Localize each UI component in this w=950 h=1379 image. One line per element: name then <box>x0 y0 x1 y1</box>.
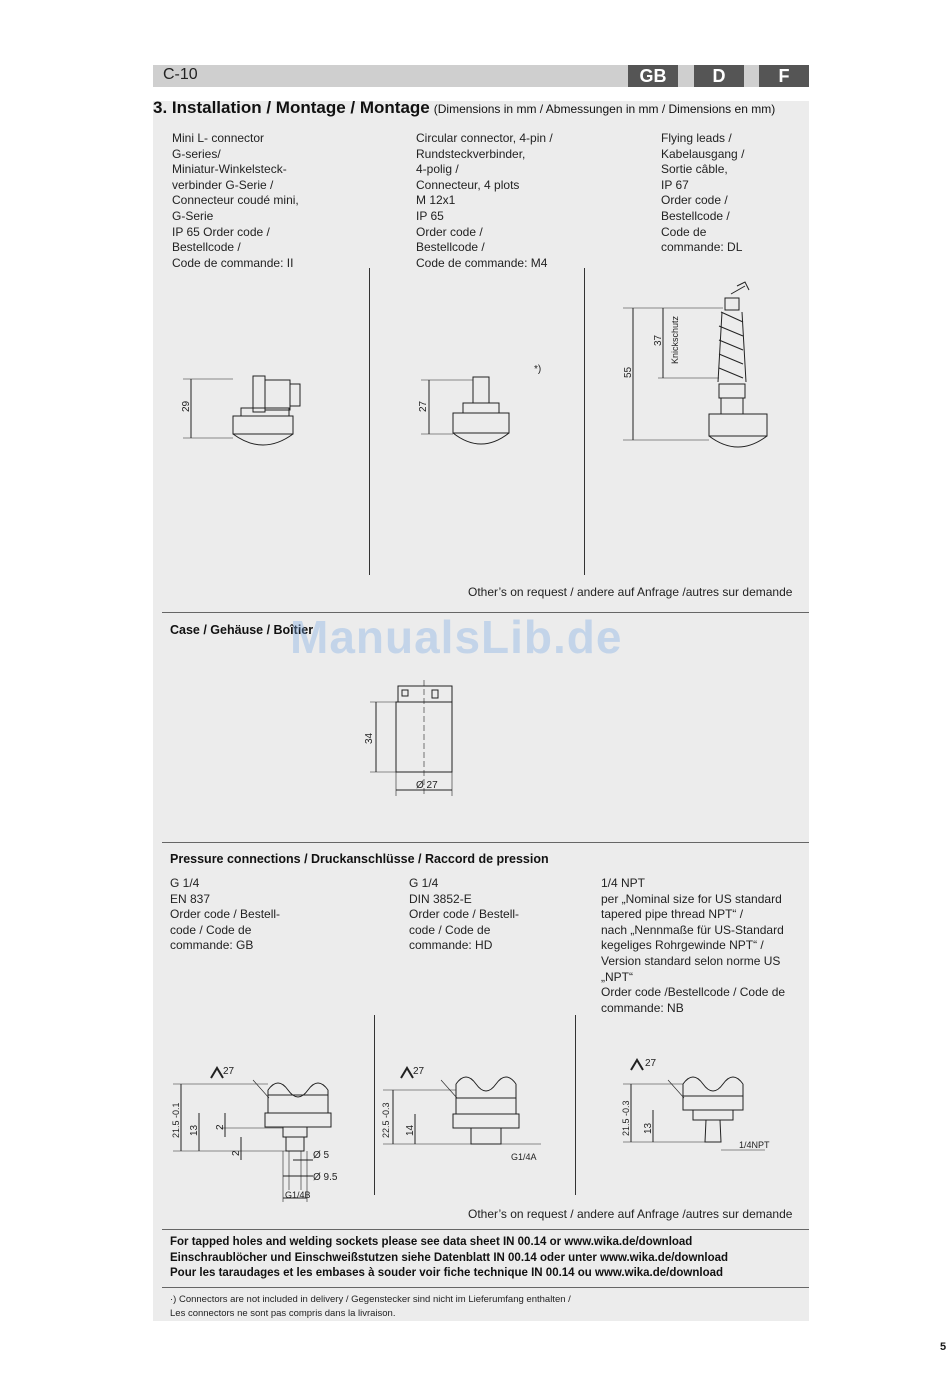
section-subtitle: (Dimensions in mm / Abmessungen in mm / Dimensions en mm) <box>433 102 776 116</box>
footnote: ·) Connectors are not included in delivery / Gegenstecker sind nicht im Lieferumfang enthalten / Les connectors ne sont pas compris dans la livraison. <box>170 1294 571 1319</box>
circular-connector-drawing <box>421 377 509 444</box>
pressure-col-nb: 1/4 NPT per „Nominal size for US standard tapered pipe thread NPT“ / nach „Nennmaße für US-Standard kegeliges Rohrgewinde NPT“ / Version standard selon norme US „NPT“ Order code /Bestellcode / Code de commande: NB <box>601 876 786 1015</box>
case-drawing <box>350 676 470 798</box>
page-number: 5 <box>940 1341 947 1353</box>
watermark: ManualsLib.de <box>290 611 623 663</box>
thread-label: G1/4B <box>285 1190 311 1200</box>
dim-label: 27 <box>418 400 429 412</box>
dim-label: 21.5 -0.3 <box>621 1100 631 1136</box>
section-divider <box>162 1229 809 1230</box>
lang-tab-d[interactable]: D <box>694 65 744 87</box>
nb-connection-drawing <box>623 1060 765 1150</box>
thread-label: 1/4NPT <box>739 1140 770 1150</box>
dim-label: 13 <box>643 1122 654 1134</box>
page-code: C-10 <box>163 66 198 83</box>
connector-col-m4: Circular connector, 4-pin / Rundsteckverbinder, 4-polig / Connecteur, 4 plots M 12x1 IP 65 Order code / Bestellcode / Code de commande: M4 <box>416 131 553 270</box>
pressure-title: Pressure connections / Druckanschlüsse / Raccord de pression <box>170 852 549 866</box>
others-on-request-note: Other’s on request / andere auf Anfrage /autres sur demande <box>468 585 793 599</box>
lang-tab-f[interactable]: F <box>759 65 809 87</box>
pressure-col-hd: G 1/4 DIN 3852-E Order code / Bestell- code / Code de commande: HD <box>409 876 520 953</box>
tapped-holes-note: For tapped holes and welding sockets please see data sheet IN 00.14 or www.wika.de/download Einschraublöcher und Einschweißstutzen siehe Datenblatt IN 00.14 oder unter www.wika.de/download Pour les taraudages et les embases à souder voir fiche technique IN 00.14 ou www.wika.de/download <box>170 1236 729 1280</box>
dim-label: 37 <box>653 334 664 346</box>
lang-tab-gb[interactable]: GB <box>628 65 678 87</box>
wrench-size-label: 27 <box>223 1066 235 1077</box>
dim-label: 29 <box>181 400 192 412</box>
section-divider <box>162 842 809 843</box>
dim-label: 22.5 -0.3 <box>381 1102 391 1138</box>
thread-label: G1/4A <box>511 1152 537 1162</box>
flying-leads-drawing <box>623 282 767 447</box>
connector-drawings <box>153 268 809 468</box>
dim-label: 21.5 -0.1 <box>171 1102 181 1138</box>
wrench-size-label: 27 <box>645 1058 657 1069</box>
section-title: 3. Installation / Montage / Montage (Dimensions in mm / Abmessungen in mm / Dimensions en mm) <box>153 98 776 117</box>
pressure-connection-drawings <box>153 1040 809 1210</box>
dim-label: 13 <box>189 1124 200 1136</box>
dim-label: 55 <box>623 366 634 378</box>
dim-label: Ø 5 <box>313 1150 330 1161</box>
dim-label: 2 <box>231 1150 242 1156</box>
case-title: Case / Gehäuse / Boîtier <box>170 623 314 637</box>
dim-label: Ø 9.5 <box>313 1172 338 1183</box>
mini-l-connector-drawing <box>183 376 300 445</box>
connector-col-dl: Flying leads / Kabelausgang / Sortie câble, IP 67 Order code / Bestellcode / Code de commande: DL <box>661 131 745 255</box>
others-on-request-note: Other’s on request / andere auf Anfrage /autres sur demande <box>468 1207 793 1221</box>
asterisk-note: *) <box>534 364 542 375</box>
connector-col-ii: Mini L- connector G-series/ Miniatur-Winkelsteck- verbinder G-Serie / Connecteur coudé mini, G-Serie IP 65 Order code / Bestellcode / Code de commande: II <box>172 131 299 270</box>
section-divider <box>162 1287 809 1288</box>
wrench-size-label: 27 <box>413 1066 425 1077</box>
kink-protection-label: Knickschutz <box>670 315 680 364</box>
dim-label: 2 <box>215 1124 226 1130</box>
dim-label: 14 <box>405 1124 416 1136</box>
case-height-label: 34 <box>364 732 375 744</box>
pressure-col-gb: G 1/4 EN 837 Order code / Bestell- code / Code de commande: GB <box>170 876 281 953</box>
case-diameter-label: Ø 27 <box>416 780 438 791</box>
